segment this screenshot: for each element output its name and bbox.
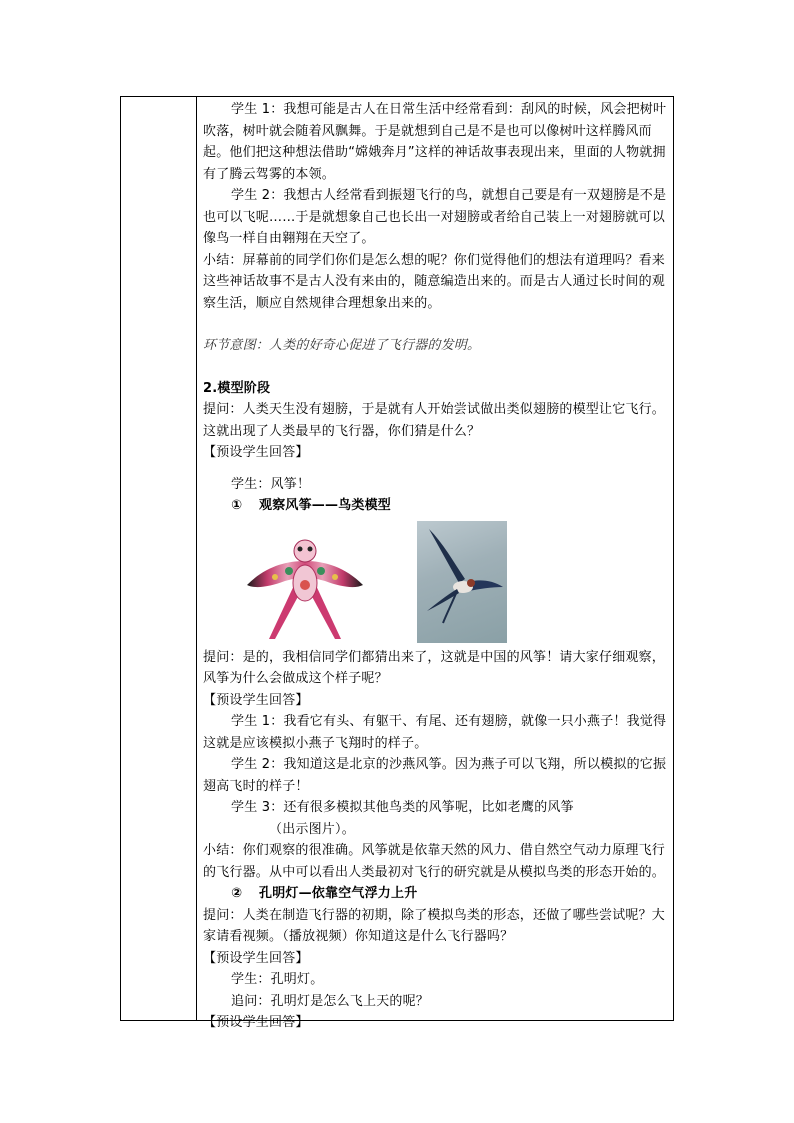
spacer bbox=[203, 314, 671, 335]
design-intent: 环节意图：人类的好奇心促进了飞行器的发明。 bbox=[203, 338, 481, 353]
question-2: 提问：是的，我相信同学们都猜出来了，这就是中国的风筝！请大家仔细观察，风筝为什么会做成这个样子呢？ bbox=[203, 649, 666, 686]
kite-student-2: 学生 2：我知道这是北京的沙燕风筝。因为燕子可以飞翔，所以模拟的它振翅高飞时的样子！ bbox=[203, 757, 667, 794]
spacer bbox=[203, 464, 671, 474]
question-3: 提问：人类在制造飞行器的初期，除了模拟鸟类的形态，还做了哪些尝试呢？大家请看视频。（播放视频）你知道这是什么飞行器吗？ bbox=[203, 907, 666, 944]
show-picture-note: （出示图片）。 bbox=[269, 821, 355, 837]
left-column-cell bbox=[121, 97, 197, 1020]
summary-2: 小结：你们观察的很准确。风筝就是依靠天然的风力、借自然空气动力原理飞行的飞行器。从中可以看出人类最初对飞行的研究就是从模拟鸟类的形态开始的。 bbox=[203, 843, 666, 880]
student-1-answer: 学生 1：我想可能是古人在日常生活中经常看到：刮风的时候，风会把树叶吹落，树叶就会随着风飘舞。于是就想到自己是不是也可以像树叶这样腾风而起。他们把这种想法借助“嫦娥奔月”这样的神话故事表现出来，里面的人物就拥有了腾云驾雾的本领。 bbox=[203, 102, 667, 182]
subsection-kite bbox=[203, 495, 671, 517]
subsection-title: 孔明灯—依靠空气浮力上升 bbox=[259, 886, 418, 901]
image-row bbox=[203, 521, 671, 645]
kite-student-1: 学生 1：我看它有头、有躯干、有尾、还有翅膀，就像一只小燕子！我觉得这就是应该模拟小燕子飞翔时的样子。 bbox=[203, 714, 667, 751]
spacer bbox=[203, 357, 671, 378]
lesson-table bbox=[120, 96, 674, 1030]
preset-answer-heading: 【预设学生回答】 bbox=[203, 445, 309, 460]
subsection-number: ① bbox=[231, 498, 243, 513]
subsection-lantern bbox=[203, 883, 671, 905]
summary-1: 小结：屏幕前的同学们你们是怎么想的呢？你们觉得他们的想法有道理吗？看来这些神话故事不是古人没有来由的，随意编造出来的。而是古人通过长时间的观察生活，顺应自然规律合理想象出来的。 bbox=[203, 252, 666, 311]
swallow-kite-image bbox=[245, 531, 365, 643]
question-1: 提问：人类天生没有翅膀，于是就有人开始尝试做出类似翅膀的模型让它飞行。这就出现了人类最早的飞行器，你们猜是什么？ bbox=[203, 402, 666, 439]
content-cell bbox=[203, 99, 671, 1034]
subsection-title: 观察风筝——鸟类模型 bbox=[259, 498, 392, 513]
follow-up-question: 追问：孔明灯是怎么飞上天的呢？ bbox=[231, 993, 430, 1009]
student-answer-kite: 学生：风筝！ bbox=[231, 476, 311, 492]
student-2-answer: 学生 2：我想古人经常看到振翅飞行的鸟，就想自己要是有一双翅膀是不是也可以飞呢……于是就想象自己也长出一对翅膀或者给自己装上一对翅膀就可以像鸟一样自由翱翔在天空了。 bbox=[203, 188, 667, 246]
section-heading-model-stage: 2.模型阶段 bbox=[203, 380, 271, 396]
kite-student-3: 学生 3：还有很多模拟其他鸟类的风筝呢，比如老鹰的风筝 bbox=[231, 800, 574, 815]
student-answer-lantern: 学生：孔明灯。 bbox=[231, 972, 324, 987]
subsection-number: ② bbox=[231, 886, 243, 901]
preset-answer-heading: 【预设学生回答】 bbox=[203, 692, 309, 708]
swallow-photo bbox=[417, 521, 507, 643]
preset-answer-heading: 【预设学生回答】 bbox=[203, 950, 309, 966]
preset-answer-heading: 【预设学生回答】 bbox=[203, 1015, 309, 1030]
